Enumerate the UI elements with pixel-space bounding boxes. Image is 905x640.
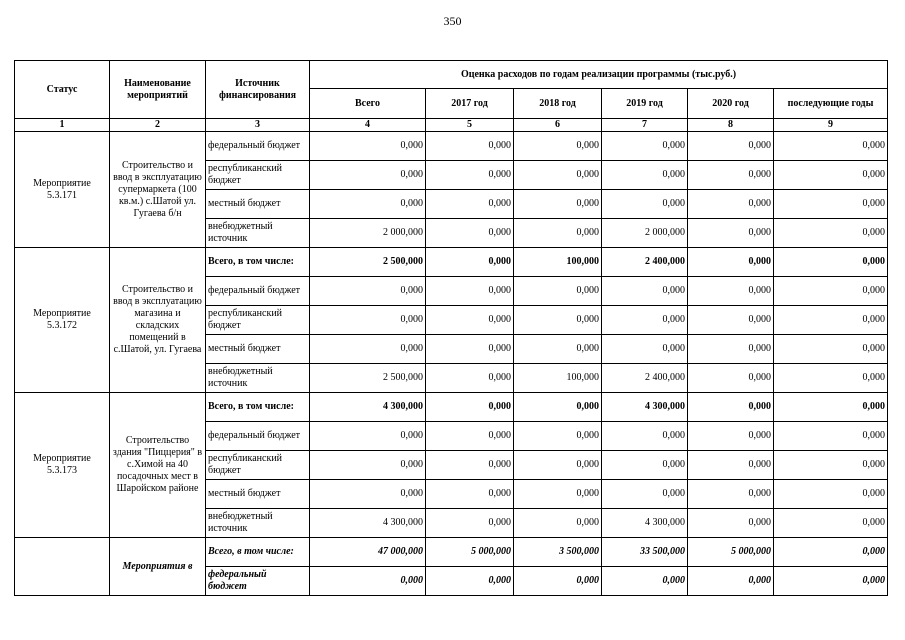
value-cell: 3 500,000 (514, 538, 602, 567)
status-cell: Мероприятие 5.3.173 (15, 393, 110, 538)
value-cell: 0,000 (688, 219, 774, 248)
value-cell: 2 500,000 (310, 364, 426, 393)
value-cell: 0,000 (514, 480, 602, 509)
value-cell: 0,000 (514, 277, 602, 306)
value-cell: 33 500,000 (602, 538, 688, 567)
value-cell: 0,000 (514, 132, 602, 161)
column-number: 6 (514, 119, 602, 132)
header-status: Статус (15, 61, 110, 119)
header-name: Наименование мероприятий (110, 61, 206, 119)
value-cell: 0,000 (774, 306, 888, 335)
value-cell: 0,000 (688, 306, 774, 335)
column-number: 5 (426, 119, 514, 132)
header-estimate: Оценка расходов по годам реализации программы (тыс.руб.) (310, 61, 888, 89)
value-cell: 5 000,000 (688, 538, 774, 567)
status-cell (15, 538, 110, 596)
value-cell: 0,000 (310, 190, 426, 219)
value-cell: 100,000 (514, 248, 602, 277)
value-cell: 5 000,000 (426, 538, 514, 567)
value-cell: 0,000 (774, 190, 888, 219)
value-cell: 0,000 (688, 248, 774, 277)
value-cell: 0,000 (426, 219, 514, 248)
source-cell: местный бюджет (206, 190, 310, 219)
value-cell: 0,000 (688, 364, 774, 393)
value-cell: 0,000 (602, 161, 688, 190)
value-cell: 0,000 (426, 364, 514, 393)
value-cell: 0,000 (310, 277, 426, 306)
column-number: 4 (310, 119, 426, 132)
column-number: 2 (110, 119, 206, 132)
value-cell: 4 300,000 (602, 509, 688, 538)
source-cell: Всего, в том числе: (206, 393, 310, 422)
value-cell: 0,000 (774, 335, 888, 364)
value-cell: 0,000 (514, 422, 602, 451)
value-cell: 0,000 (688, 161, 774, 190)
source-cell: местный бюджет (206, 335, 310, 364)
value-cell: 0,000 (688, 277, 774, 306)
column-number-row (15, 119, 888, 132)
value-cell: 0,000 (774, 248, 888, 277)
value-cell: 0,000 (774, 480, 888, 509)
value-cell: 0,000 (514, 190, 602, 219)
table-row (15, 132, 888, 161)
value-cell: 0,000 (688, 335, 774, 364)
value-cell: 0,000 (514, 567, 602, 596)
value-cell: 0,000 (774, 364, 888, 393)
column-number: 3 (206, 119, 310, 132)
value-cell: 0,000 (602, 306, 688, 335)
value-cell: 0,000 (426, 422, 514, 451)
value-cell: 0,000 (602, 190, 688, 219)
name-cell: Строительство и ввод в эксплуатацию магазина и складских помещений в с.Шатой, ул. Гугаева (110, 248, 206, 393)
name-cell: Строительство и ввод в эксплуатацию супермаркета (100 кв.м.) с.Шатой ул. Гугаева б/н (110, 132, 206, 248)
source-cell: федеральный бюджет (206, 132, 310, 161)
name-cell: Строительство здания "Пиццерия" в с.Химой на 40 посадочных мест в Шаройском районе (110, 393, 206, 538)
value-cell: 0,000 (514, 335, 602, 364)
status-cell: Мероприятие 5.3.172 (15, 248, 110, 393)
name-cell: Мероприятия в (110, 538, 206, 596)
value-cell: 0,000 (774, 161, 888, 190)
source-cell: Всего, в том числе: (206, 538, 310, 567)
value-cell: 0,000 (426, 277, 514, 306)
table-row (15, 538, 888, 567)
value-cell: 0,000 (514, 161, 602, 190)
value-cell: 0,000 (602, 451, 688, 480)
source-cell: Всего, в том числе: (206, 248, 310, 277)
header-total: Всего (310, 89, 426, 119)
value-cell: 0,000 (310, 451, 426, 480)
value-cell: 0,000 (602, 132, 688, 161)
header-later: последующие годы (774, 89, 888, 119)
value-cell: 0,000 (688, 480, 774, 509)
value-cell: 0,000 (426, 335, 514, 364)
value-cell: 0,000 (688, 132, 774, 161)
source-cell: внебюджетный источник (206, 219, 310, 248)
value-cell: 0,000 (426, 161, 514, 190)
value-cell: 0,000 (688, 567, 774, 596)
value-cell: 0,000 (310, 567, 426, 596)
value-cell: 0,000 (602, 335, 688, 364)
value-cell: 0,000 (426, 132, 514, 161)
value-cell: 0,000 (774, 132, 888, 161)
value-cell: 2 500,000 (310, 248, 426, 277)
value-cell: 0,000 (514, 393, 602, 422)
column-number: 8 (688, 119, 774, 132)
value-cell: 0,000 (310, 422, 426, 451)
header-2017: 2017 год (426, 89, 514, 119)
value-cell: 0,000 (774, 509, 888, 538)
source-cell: республиканский бюджет (206, 161, 310, 190)
value-cell: 100,000 (514, 364, 602, 393)
value-cell: 0,000 (602, 422, 688, 451)
value-cell: 0,000 (774, 567, 888, 596)
value-cell: 0,000 (310, 480, 426, 509)
value-cell: 0,000 (426, 306, 514, 335)
value-cell: 0,000 (688, 393, 774, 422)
value-cell: 0,000 (774, 451, 888, 480)
value-cell: 0,000 (688, 422, 774, 451)
budget-table (14, 60, 888, 596)
value-cell: 0,000 (688, 451, 774, 480)
value-cell: 0,000 (426, 393, 514, 422)
status-cell: Мероприятие 5.3.171 (15, 132, 110, 248)
source-cell: федеральный бюджет (206, 567, 310, 596)
value-cell: 0,000 (514, 219, 602, 248)
value-cell: 2 000,000 (310, 219, 426, 248)
header-2019: 2019 год (602, 89, 688, 119)
value-cell: 0,000 (688, 190, 774, 219)
value-cell: 4 300,000 (602, 393, 688, 422)
value-cell: 0,000 (602, 277, 688, 306)
value-cell: 0,000 (426, 480, 514, 509)
value-cell: 4 300,000 (310, 509, 426, 538)
value-cell: 0,000 (602, 480, 688, 509)
value-cell: 0,000 (774, 393, 888, 422)
header-2020: 2020 год (688, 89, 774, 119)
value-cell: 0,000 (774, 277, 888, 306)
value-cell: 0,000 (514, 306, 602, 335)
value-cell: 0,000 (514, 509, 602, 538)
value-cell: 0,000 (688, 509, 774, 538)
header-2018: 2018 год (514, 89, 602, 119)
value-cell: 4 300,000 (310, 393, 426, 422)
header-source: Источник финансирования (206, 61, 310, 119)
value-cell: 0,000 (774, 422, 888, 451)
value-cell: 0,000 (426, 509, 514, 538)
value-cell: 0,000 (310, 161, 426, 190)
value-cell: 0,000 (310, 132, 426, 161)
source-cell: федеральный бюджет (206, 277, 310, 306)
column-number: 7 (602, 119, 688, 132)
value-cell: 0,000 (426, 567, 514, 596)
column-number: 9 (774, 119, 888, 132)
value-cell: 0,000 (426, 248, 514, 277)
value-cell: 2 400,000 (602, 248, 688, 277)
value-cell: 0,000 (602, 567, 688, 596)
value-cell: 0,000 (514, 451, 602, 480)
table-row (15, 248, 888, 277)
source-cell: местный бюджет (206, 480, 310, 509)
source-cell: внебюджетный источник (206, 509, 310, 538)
page-number: 350 (443, 14, 462, 28)
value-cell: 0,000 (774, 219, 888, 248)
source-cell: внебюджетный источник (206, 364, 310, 393)
value-cell: 0,000 (426, 190, 514, 219)
value-cell: 2 400,000 (602, 364, 688, 393)
value-cell: 0,000 (310, 335, 426, 364)
value-cell: 0,000 (426, 451, 514, 480)
value-cell: 0,000 (310, 306, 426, 335)
column-number: 1 (15, 119, 110, 132)
value-cell: 2 000,000 (602, 219, 688, 248)
source-cell: федеральный бюджет (206, 422, 310, 451)
table-row (15, 393, 888, 422)
value-cell: 0,000 (774, 538, 888, 567)
source-cell: республиканский бюджет (206, 451, 310, 480)
value-cell: 47 000,000 (310, 538, 426, 567)
source-cell: республиканский бюджет (206, 306, 310, 335)
